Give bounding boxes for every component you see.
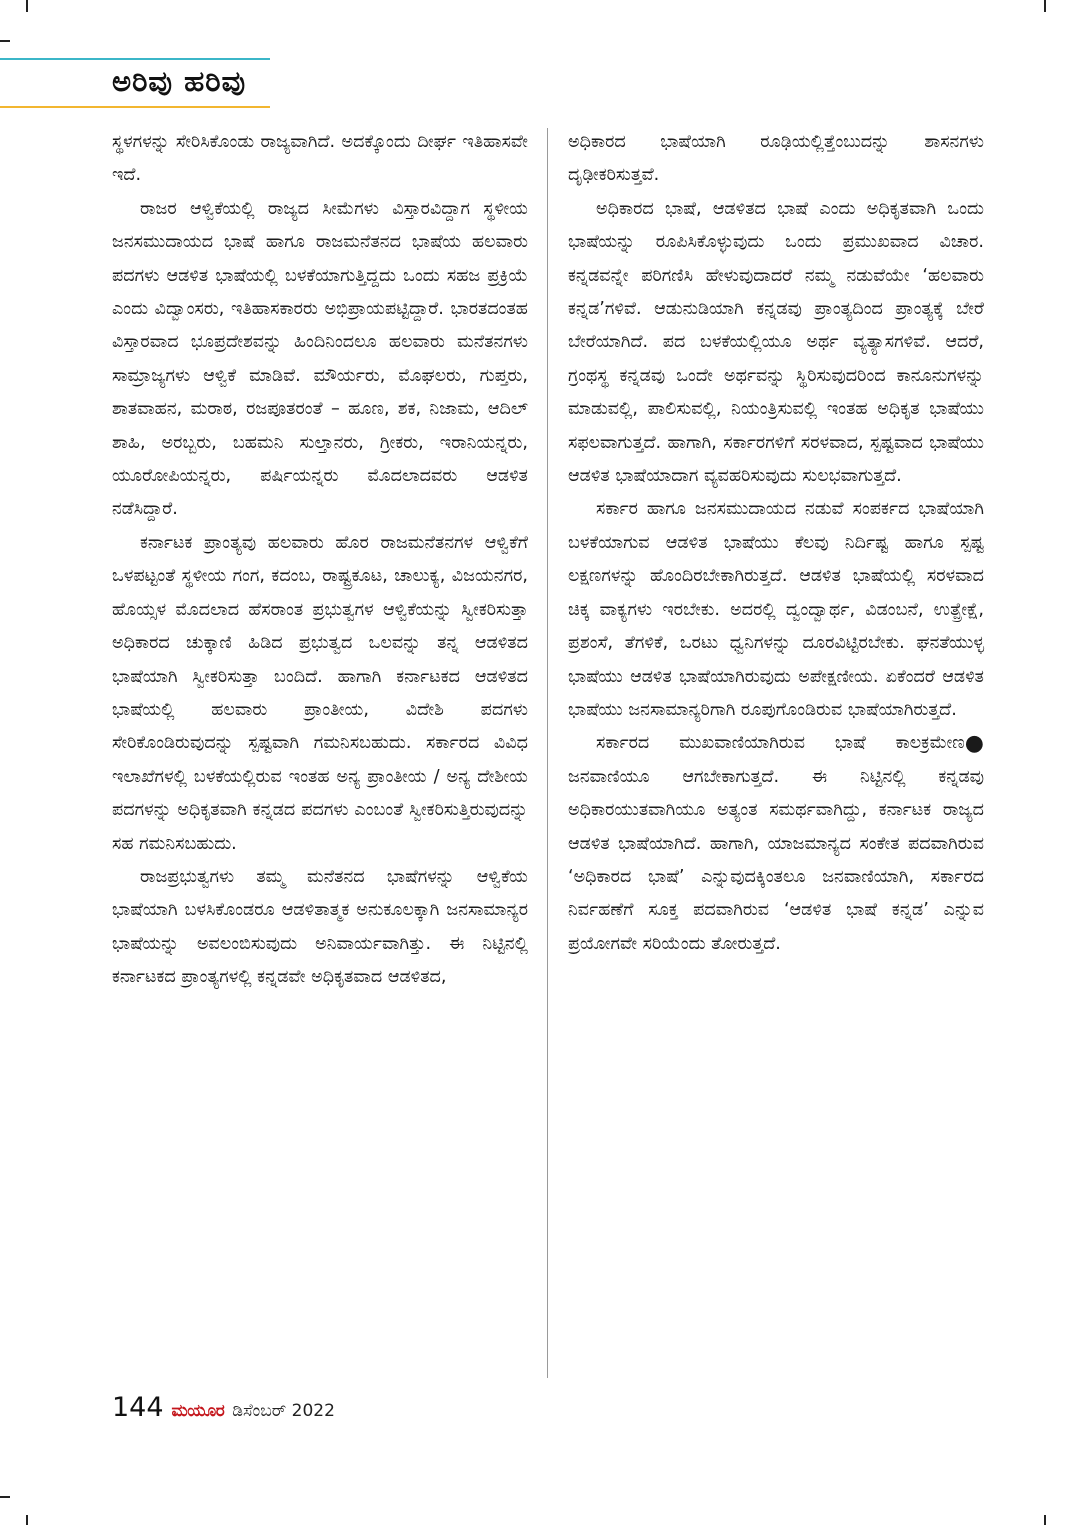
section-title: ಅರಿವು ಹರಿವು bbox=[112, 64, 247, 98]
issue-date: ಡಿಸೆಂಬರ್ 2022 bbox=[232, 1401, 335, 1421]
paragraph: ಕರ್ನಾಟಕ ಪ್ರಾಂತ್ಯವು ಹಲವಾರು ಹೊರ ರಾಜಮನೆತನಗಳ ಆಳ್ವಿಕೆಗೆ ಒಳಪಟ್ಟಂತೆ ಸ್ಥಳೀಯ ಗಂಗ, ಕದಂಬ, ರಾಷ್ಟ್ರಕೂಟ, ಚಾಲುಕ್ಯ, ವಿಜಯನಗರ, ಹೊಯ್ಸಳ ಮೊದಲಾದ ಹೆಸರಾಂತ ಪ್ರಭುತ್ವಗಳ ಆಳ್ವಿಕೆಯನ್ನು ಸ್ವೀಕರಿಸುತ್ತಾ ಅಧಿಕಾರದ ಚುಕ್ಕಾಣಿ ಹಿಡಿದ ಪ್ರಭುತ್ವದ ಒಲವನ್ನು ತನ್ನ ಆಡಳಿತದ ಭಾಷೆಯಾಗಿ ಸ್ವೀಕರಿಸುತ್ತಾ ಬಂದಿದೆ. ಹಾಗಾಗಿ ಕರ್ನಾಟಕದ ಆಡಳಿತದ ಭಾಷೆಯಲ್ಲಿ ಹಲವಾರು ಪ್ರಾಂತೀಯ, ವಿದೇಶಿ ಪದಗಳು ಸೇರಿಕೊಂಡಿರುವುದನ್ನು ಸ್ಪಷ್ಟವಾಗಿ ಗಮನಿಸಬಹುದು. ಸರ್ಕಾರದ ವಿವಿಧ ಇಲಾಖೆಗಳಲ್ಲಿ ಬಳಕೆಯಲ್ಲಿರುವ ಇಂತಹ ಅನ್ಯ ಪ್ರಾಂತೀಯ / ಅನ್ಯ ದೇಶೀಯ ಪದಗಳನ್ನು ಅಧಿಕೃತವಾಗಿ ಕನ್ನಡದ ಪದಗಳು ಎಂಬಂತೆ ಸ್ವೀಕರಿಸುತ್ತಿರುವುದನ್ನು ಸಹ ಗಮನಿಸಬಹುದು. bbox=[112, 532, 528, 854]
header-rule-bottom bbox=[0, 106, 270, 108]
paragraph-last bbox=[568, 727, 984, 961]
crop-mark-top-right bbox=[1044, 0, 1046, 12]
paragraph: ಸ್ಥಳಗಳನ್ನು ಸೇರಿಸಿಕೊಂಡು ರಾಜ್ಯವಾಗಿದೆ. ಅದಕ್ಕೊಂದು ದೀರ್ಘ ಇತಿಹಾಸವೇ ಇದೆ. bbox=[112, 132, 528, 186]
header-rule-top bbox=[0, 58, 270, 60]
magazine-logo: ಮಯೂರ bbox=[171, 1401, 225, 1421]
paragraph: ರಾಜರ ಆಳ್ವಿಕೆಯಲ್ಲಿ ರಾಜ್ಯದ ಸೀಮೆಗಳು ವಿಸ್ತಾರವಿದ್ದಾಗ ಸ್ಥಳೀಯ ಜನಸಮುದಾಯದ ಭಾಷೆ ಹಾಗೂ ರಾಜಮನೆತನದ ಭಾಷೆಯ ಹಲವಾರು ಪದಗಳು ಆಡಳಿತ ಭಾಷೆಯಲ್ಲಿ ಬಳಕೆಯಾಗುತ್ತಿದ್ದದು ಒಂದು ಸಹಜ ಪ್ರಕ್ರಿಯೆ ಎಂದು ವಿದ್ವಾಂಸರು, ಇತಿಹಾಸಕಾರರು ಅಭಿಪ್ರಾಯಪಟ್ಟಿದ್ದಾರೆ. ಭಾರತದಂತಹ ವಿಸ್ತಾರವಾದ ಭೂಪ್ರದೇಶವನ್ನು ಹಿಂದಿನಿಂದಲೂ ಹಲವಾರು ಮನೆತನಗಳು ಸಾಮ್ರಾಜ್ಯಗಳು ಆಳ್ವಿಕೆ ಮಾಡಿವೆ. ಮೌರ್ಯರು, ಮೊಘಲರು, ಗುಪ್ತರು, ಶಾತವಾಹನ, ಮರಾಠ, ರಜಪೂತರಂತೆ – ಹೂಣ, ಶಕ, ನಿಜಾಮ, ಆದಿಲ್ ಶಾಹಿ, ಅರಬ್ಬರು, ಬಹಮನಿ ಸುಲ್ತಾನರು, ಗ್ರೀಕರು, ಇರಾನಿಯನ್ನರು, ಯೂರೋಪಿಯನ್ನರು, ಪರ್ಷಿಯನ್ನರು ಮೊದಲಾದವರು ಆಡಳಿತ ನಡೆಸಿದ್ದಾರೆ. bbox=[112, 198, 528, 520]
end-of-article-bullet-icon: ● bbox=[964, 731, 984, 757]
paragraph: ರಾಜಪ್ರಭುತ್ವಗಳು ತಮ್ಮ ಮನೆತನದ ಭಾಷೆಗಳನ್ನು ಆಳ್ವಿಕೆಯ ಭಾಷೆಯಾಗಿ ಬಳಸಿಕೊಂಡರೂ ಆಡಳಿತಾತ್ಮಕ ಅನುಕೂಲಕ್ಕಾಗಿ ಜನಸಾಮಾನ್ಯರ ಭಾಷೆಯನ್ನು ಅವಲಂಬಿಸುವುದು ಅನಿವಾರ್ಯವಾಗಿತ್ತು. ಈ ನಿಟ್ಟಿನಲ್ಲಿ ಕರ್ನಾಟಕದ ಪ್ರಾಂತ್ಯಗಳಲ್ಲಿ ಕನ್ನಡವೇ ಅಧಿಕೃತವಾದ ಆಡಳಿತದ, bbox=[112, 866, 528, 988]
crop-mark-left-lower bbox=[0, 1496, 10, 1498]
crop-mark-left-upper bbox=[0, 40, 10, 42]
paragraph-text: ಸರ್ಕಾರದ ಮುಖವಾಣಿಯಾಗಿರುವ ಭಾಷೆ ಕಾಲಕ್ರಮೇಣ ಜನವಾಣಿಯೂ ಆಗಬೇಕಾಗುತ್ತದೆ. ಈ ನಿಟ್ಟಿನಲ್ಲಿ ಕನ್ನಡವು ಅಧಿಕಾರಯುತವಾಗಿಯೂ ಅತ್ಯಂತ ಸಮರ್ಥವಾಗಿದ್ದು, ಕರ್ನಾಟಕ ರಾಜ್ಯದ ಆಡಳಿತ ಭಾಷೆಯಾಗಿದೆ. ಹಾಗಾಗಿ, ಯಾಜಮಾನ್ಯದ ಸಂಕೇತ ಪದವಾಗಿರುವ ‘ಅಧಿಕಾರದ ಭಾಷೆ’ ಎನ್ನುವುದಕ್ಕಿಂತಲೂ ಜನವಾಣಿಯಾಗಿ, ಸರ್ಕಾರದ ನಿರ್ವಹಣೆಗೆ ಸೂಕ್ತ ಪದವಾಗಿರುವ ‘ಆಡಳಿತ ಭಾಷೆ ಕನ್ನಡ’ ಎನ್ನುವ ಪ್ರಯೋಗವೇ ಸರಿಯೆಂದು ತೋರುತ್ತದೆ. bbox=[568, 733, 984, 954]
paragraph: ಅಧಿಕಾರದ ಭಾಷೆಯಾಗಿ ರೂಢಿಯಲ್ಲಿತ್ತೆಂಬುದನ್ನು ಶಾಸನಗಳು ದೃಢೀಕರಿಸುತ್ತವೆ. bbox=[568, 132, 984, 186]
paragraph: ಅಧಿಕಾರದ ಭಾಷೆ, ಆಡಳಿತದ ಭಾಷೆ ಎಂದು ಅಧಿಕೃತವಾಗಿ ಒಂದು ಭಾಷೆಯನ್ನು ರೂಪಿಸಿಕೊಳ್ಳುವುದು ಒಂದು ಪ್ರಮುಖವಾದ ವಿಚಾರ. ಕನ್ನಡವನ್ನೇ ಪರಿಗಣಿಸಿ ಹೇಳುವುದಾದರೆ ನಮ್ಮ ನಡುವೆಯೇ ‘ಹಲವಾರು ಕನ್ನಡ’ಗಳಿವೆ. ಆಡುನುಡಿಯಾಗಿ ಕನ್ನಡವು ಪ್ರಾಂತ್ಯದಿಂದ ಪ್ರಾಂತ್ಯಕ್ಕೆ ಬೇರೆ ಬೇರೆಯಾಗಿದೆ. ಪದ ಬಳಕೆಯಲ್ಲಿಯೂ ಅರ್ಥ ವ್ಯತ್ಯಾಸಗಳಿವೆ. ಆದರೆ, ಗ್ರಂಥಸ್ಥ ಕನ್ನಡವು ಒಂದೇ ಅರ್ಥವನ್ನು ಸ್ಥಿರಿಸುವುದರಿಂದ ಕಾನೂನುಗಳನ್ನು ಮಾಡುವಲ್ಲಿ, ಪಾಲಿಸುವಲ್ಲಿ, ನಿಯಂತ್ರಿಸುವಲ್ಲಿ ಇಂತಹ ಅಧಿಕೃತ ಭಾಷೆಯು ಸಫಲವಾಗುತ್ತದೆ. ಹಾಗಾಗಿ, ಸರ್ಕಾರಗಳಿಗೆ ಸರಳವಾದ, ಸ್ಪಷ್ಟವಾದ ಭಾಷೆಯು ಆಡಳಿತ ಭಾಷೆಯಾದಾಗ ವ್ಯವಹರಿಸುವುದು ಸುಲಭವಾಗುತ್ತದೆ. bbox=[568, 198, 984, 487]
right-column bbox=[568, 126, 984, 961]
page-footer bbox=[112, 1392, 335, 1432]
crop-mark-bottom-right bbox=[1044, 1515, 1046, 1525]
column-divider bbox=[547, 128, 548, 1378]
paragraph: ಸರ್ಕಾರ ಹಾಗೂ ಜನಸಮುದಾಯದ ನಡುವೆ ಸಂಪರ್ಕದ ಭಾಷೆಯಾಗಿ ಬಳಕೆಯಾಗುವ ಆಡಳಿತ ಭಾಷೆಯು ಕೆಲವು ನಿರ್ದಿಷ್ಟ ಹಾಗೂ ಸ್ಪಷ್ಟ ಲಕ್ಷಣಗಳನ್ನು ಹೊಂದಿರಬೇಕಾಗಿರುತ್ತದೆ. ಆಡಳಿತ ಭಾಷೆಯಲ್ಲಿ ಸರಳವಾದ ಚಿಕ್ಕ ವಾಕ್ಯಗಳು ಇರಬೇಕು. ಅದರಲ್ಲಿ ದ್ವಂದ್ವಾರ್ಥ, ವಿಡಂಬನೆ, ಉತ್ಪ್ರೇಕ್ಷೆ, ಪ್ರಶಂಸೆ, ತೆಗಳಿಕೆ, ಒರಟು ಧ್ವನಿಗಳನ್ನು ದೂರವಿಟ್ಟಿರಬೇಕು. ಘನತೆಯುಳ್ಳ ಭಾಷೆಯು ಆಡಳಿತ ಭಾಷೆಯಾಗಿರುವುದು ಅಪೇಕ್ಷಣೀಯ. ಏಕೆಂದರೆ ಆಡಳಿತ ಭಾಷೆಯು ಜನಸಾಮಾನ್ಯರಿಗಾಗಿ ರೂಪುಗೊಂಡಿರುವ ಭಾಷೆಯಾಗಿರುತ್ತದೆ. bbox=[568, 499, 984, 720]
crop-mark-bottom-left bbox=[26, 1515, 28, 1525]
page-number: 144 bbox=[112, 1392, 164, 1423]
left-column bbox=[112, 126, 528, 995]
crop-mark-top-left bbox=[26, 0, 28, 12]
